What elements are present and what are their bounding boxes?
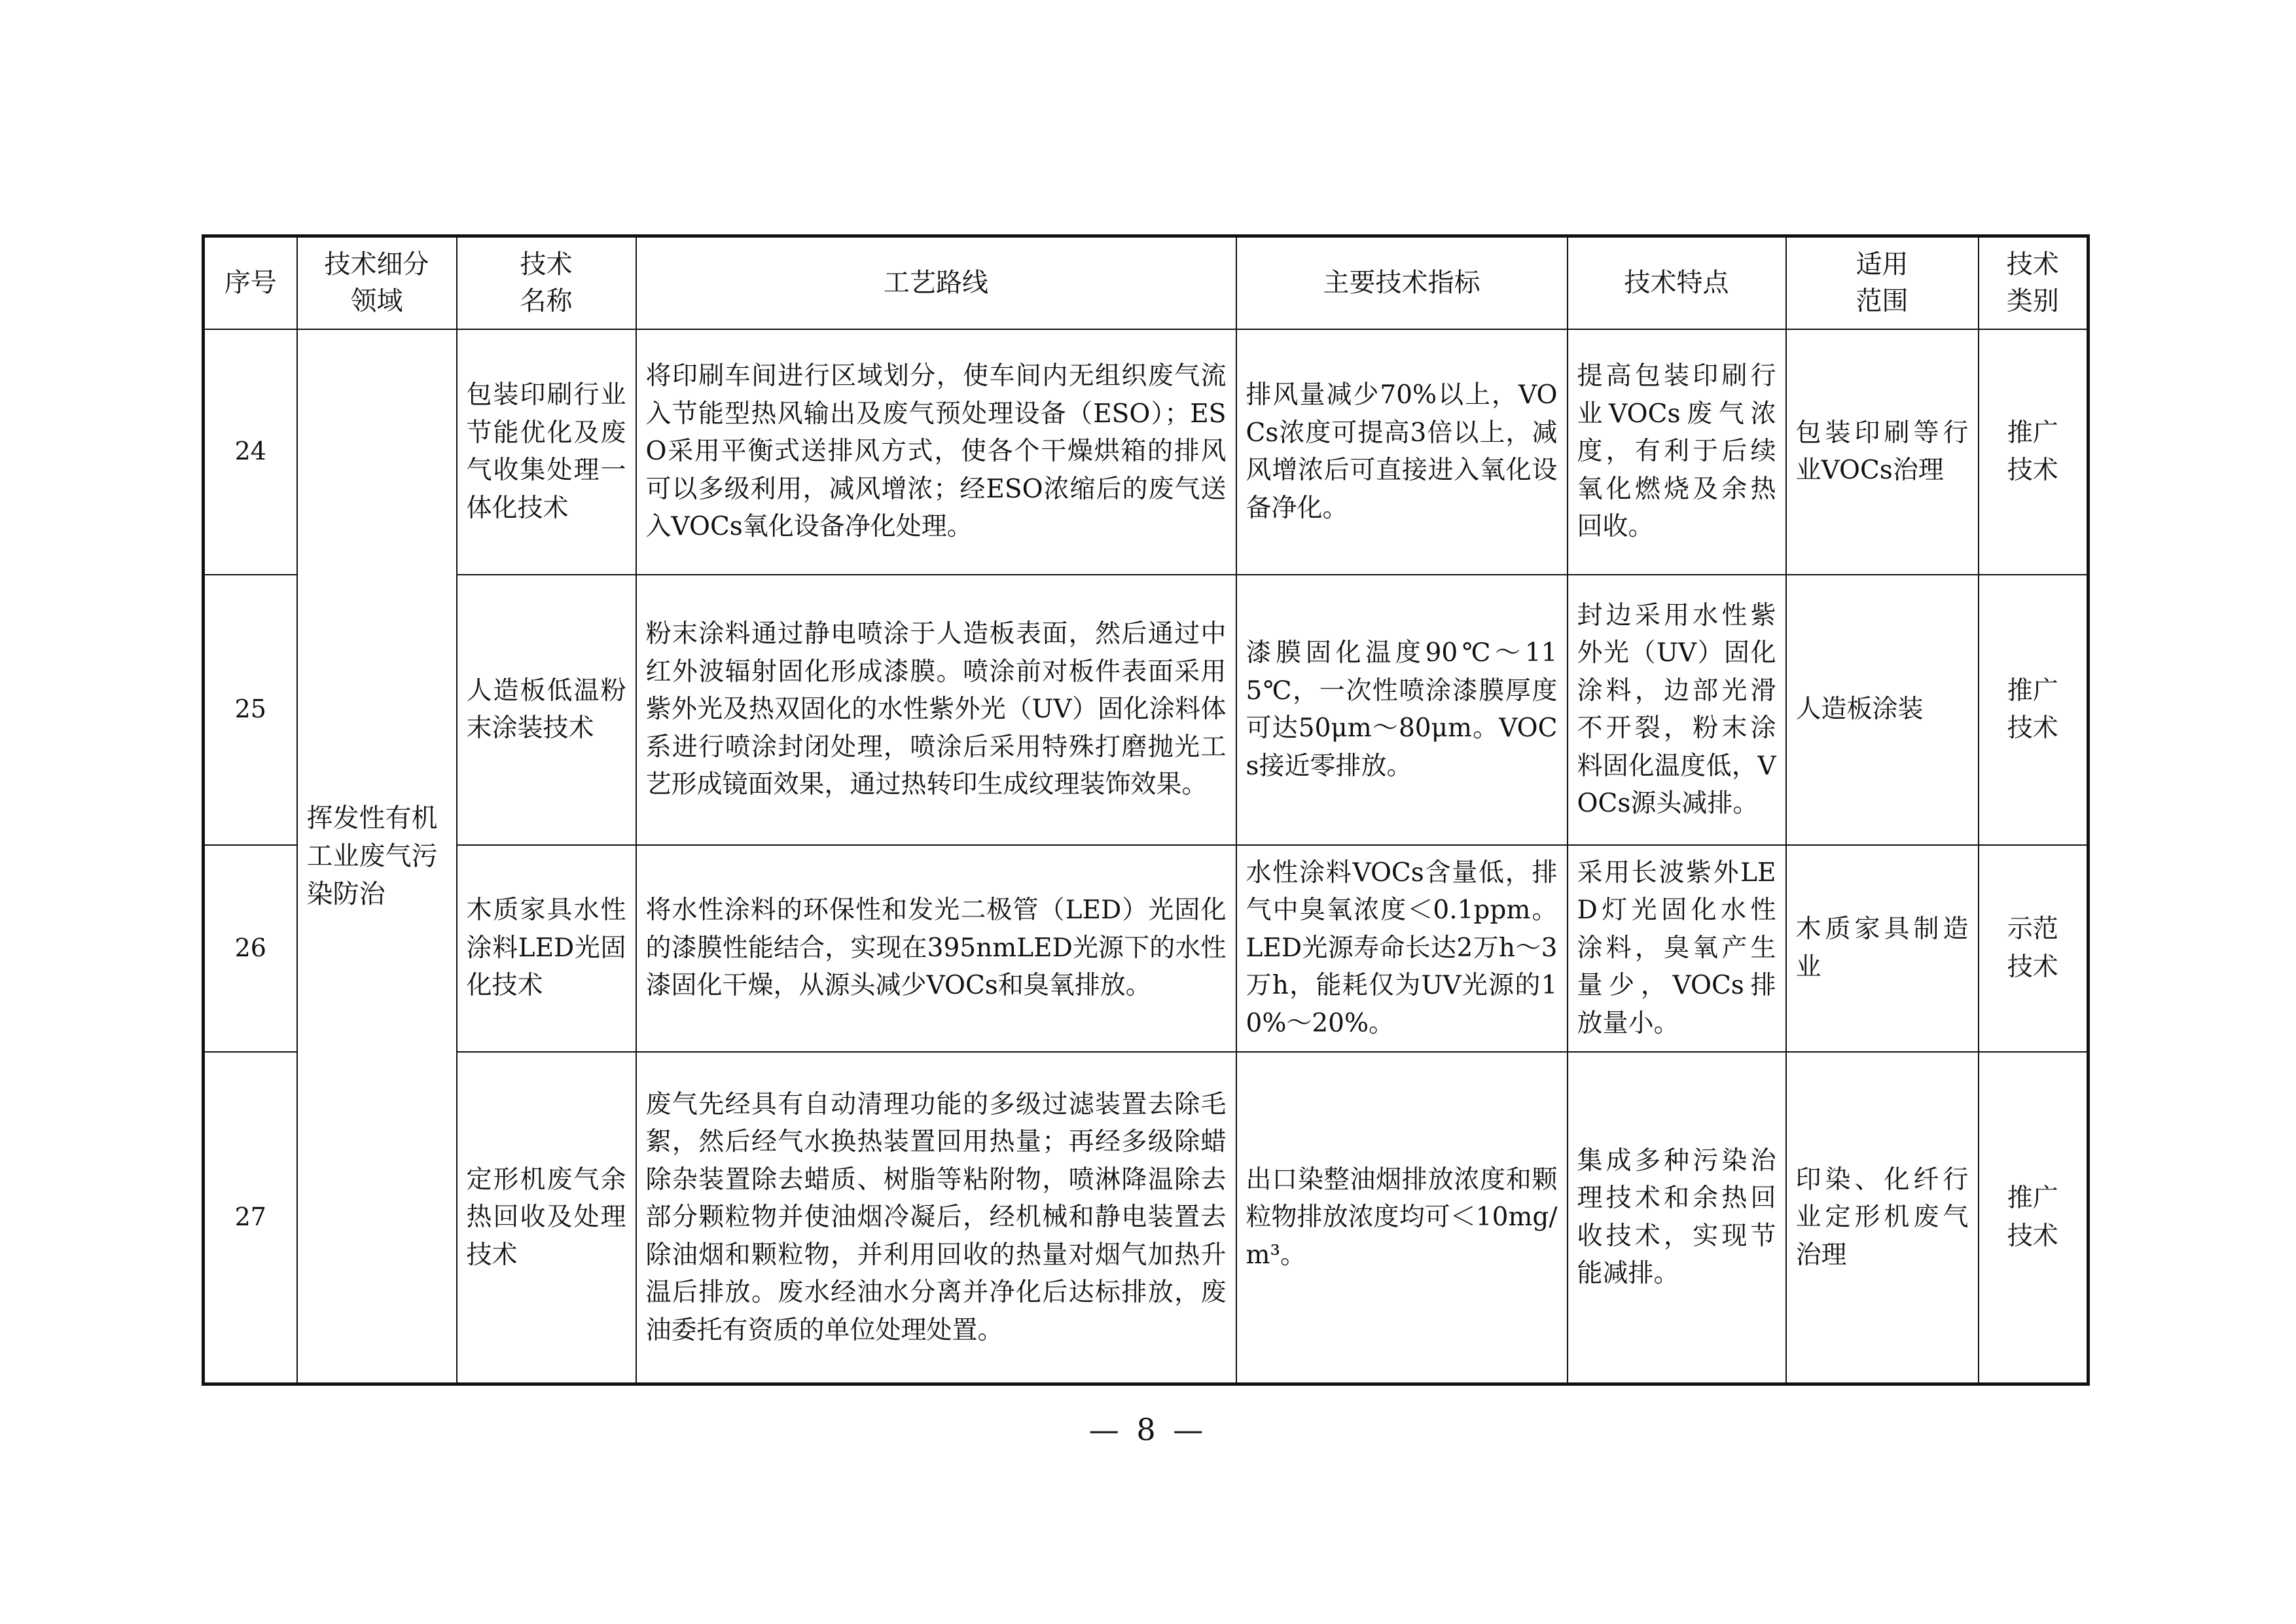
- row-seq: 24: [204, 329, 297, 575]
- row-route: 将印刷车间进行区域划分，使车间内无组织废气流入节能型热风输出及废气预处理设备（ESO）；ESO采用平衡式送排风方式，使各个干燥烘箱的排风可以多级利用，减风增浓；经ESO浓缩后的废气送入VOCs氧化设备净化处理。: [636, 329, 1236, 575]
- header-seq: 序号: [204, 236, 297, 329]
- row-route: 粉末涂料通过静电喷涂于人造板表面，然后通过中红外波辐射固化形成漆膜。喷涂前对板件表面采用紫外光及热双固化的水性紫外光（UV）固化涂料体系进行喷涂封闭处理，喷涂后采用特殊打磨抛光工艺形成镜面效果，通过热转印生成纹理装饰效果。: [636, 575, 1236, 845]
- row-scope: 印染、化纤行业定形机废气治理: [1786, 1052, 1979, 1384]
- row-route: 将水性涂料的环保性和发光二极管（LED）光固化的漆膜性能结合，实现在395nmLED光源下的水性漆固化干燥，从源头减少VOCs和臭氧排放。: [636, 845, 1236, 1052]
- header-row: [204, 236, 2089, 329]
- row-features: 采用长波紫外LED灯光固化水性涂料，臭氧产生量少，VOCs排放量小。: [1568, 845, 1786, 1052]
- row-name: 人造板低温粉末涂装技术: [457, 575, 636, 845]
- row-name: 包装印刷行业节能优化及废气收集处理一体化技术: [457, 329, 636, 575]
- row-scope: 木质家具制造业: [1786, 845, 1979, 1052]
- row-route: 废气先经具有自动清理功能的多级过滤装置去除毛絮，然后经气水换热装置回用热量；再经多级除蜡除杂装置除去蜡质、树脂等粘附物，喷淋降温除去部分颗粒物并使油烟冷凝后，经机械和静电装置去除油烟和颗粒物，并利用回收的热量对烟气加热升温后排放。废水经油水分离并净化后达标排放，废油委托有资质的单位处理处置。: [636, 1052, 1236, 1384]
- row-name: 木质家具水性涂料LED光固化技术: [457, 845, 636, 1052]
- row-seq: 25: [204, 575, 297, 845]
- row-category: 推广 技术: [1979, 329, 2089, 575]
- table-row: [204, 575, 2089, 845]
- header-scope: 适用 范围: [1786, 236, 1979, 329]
- row-indicators: 漆膜固化温度90℃～115℃，一次性喷涂漆膜厚度可达50μm～80μm。VOCs接近零排放。: [1236, 575, 1568, 845]
- row-indicators: 水性涂料VOCs含量低，排气中臭氧浓度＜0.1ppm。LED光源寿命长达2万h～3万h，能耗仅为UV光源的10%～20%。: [1236, 845, 1568, 1052]
- header-route: 工艺路线: [636, 236, 1236, 329]
- header-indicators: 主要技术指标: [1236, 236, 1568, 329]
- table-row: [204, 329, 2089, 575]
- row-features: 集成多种污染治理技术和余热回收技术，实现节能减排。: [1568, 1052, 1786, 1384]
- header-domain: 技术细分 领域: [297, 236, 457, 329]
- row-seq: 26: [204, 845, 297, 1052]
- row-seq: 27: [204, 1052, 297, 1384]
- technology-table: [202, 234, 2090, 1386]
- row-scope: 包装印刷等行业VOCs治理: [1786, 329, 1979, 575]
- row-features: 封边采用水性紫外光（UV）固化涂料，边部光滑不开裂，粉末涂料固化温度低，VOCs源头减排。: [1568, 575, 1786, 845]
- row-scope: 人造板涂装: [1786, 575, 1979, 845]
- row-indicators: 排风量减少70%以上，VOCs浓度可提高3倍以上，减风增浓后可直接进入氧化设备净化。: [1236, 329, 1568, 575]
- header-category: 技术 类别: [1979, 236, 2089, 329]
- table-row: [204, 845, 2089, 1052]
- row-features: 提高包装印刷行业VOCs废气浓度，有利于后续氧化燃烧及余热回收。: [1568, 329, 1786, 575]
- row-category: 推广 技术: [1979, 575, 2089, 845]
- row-category: 推广 技术: [1979, 1052, 2089, 1384]
- row-category: 示范 技术: [1979, 845, 2089, 1052]
- row-name: 定形机废气余热回收及处理技术: [457, 1052, 636, 1384]
- header-name: 技术 名称: [457, 236, 636, 329]
- page-number: — 8 —: [1088, 1412, 1208, 1447]
- row-indicators: 出口染整油烟排放浓度和颗粒物排放浓度均可＜10mg/m³。: [1236, 1052, 1568, 1384]
- table-row: [204, 1052, 2089, 1384]
- shared-domain-cell: 挥发性有机工业废气污染防治: [297, 329, 457, 1384]
- header-features: 技术特点: [1568, 236, 1786, 329]
